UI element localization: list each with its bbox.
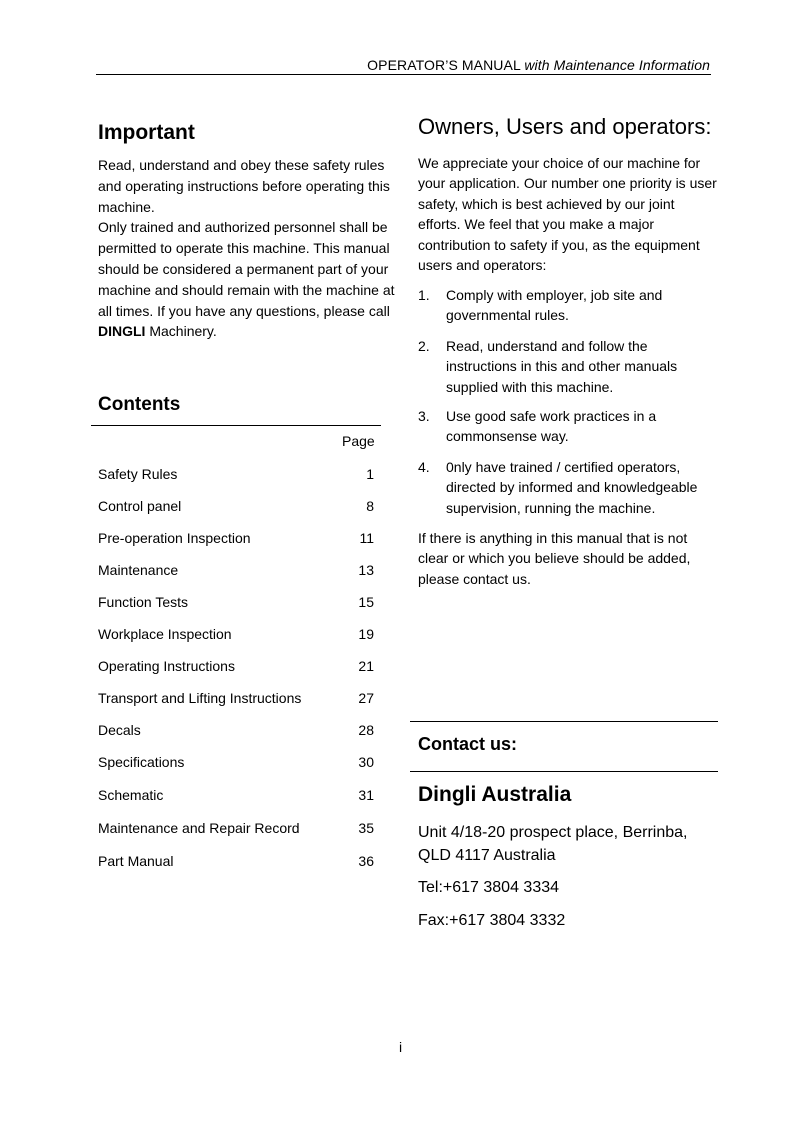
owners-intro: We appreciate your choice of our machine for your application. Our number one priority is user safety, which is best achieved by our joint efforts. We feel that you make a major contribution to safety if you, as the equipment users and operators: (418, 155, 717, 274)
manual-subtitle: with Maintenance Information (524, 57, 710, 73)
important-paragraph-1: Read, understand and obey these safety rules and operating instructions before operating this machine. (98, 157, 390, 215)
toc-title: Control panel (98, 498, 182, 514)
toc-page: 19 (358, 626, 374, 642)
toc-entry[interactable] (98, 722, 374, 742)
toc-title: Maintenance (98, 562, 179, 578)
toc-title: Workplace Inspection (98, 626, 232, 642)
toc-page: 13 (358, 562, 374, 578)
toc-entry[interactable] (98, 562, 374, 582)
toc-title: Schematic (98, 787, 164, 803)
page-column-label: Page (342, 433, 375, 449)
contact-heading: Contact us: (418, 734, 517, 754)
toc-title: Specifications (98, 754, 185, 770)
telephone: Tel:+617 3804 3334 (418, 879, 560, 896)
list-text: Comply with employer, job site and governmental rules. (446, 287, 663, 324)
list-text: 0nly have trained / certified operators, directed by informed and knowledgeable supervision, running the machine. (446, 459, 698, 516)
toc-page: 35 (358, 820, 374, 836)
fax-number: Fax:+617 3804 3332 (418, 912, 566, 929)
toc-title: Decals (98, 722, 141, 738)
header-divider (96, 74, 711, 75)
important-paragraph-2-end: Machinery. (145, 323, 217, 340)
list-text: Use good safe work practices in a commonsense way. (446, 408, 657, 445)
list-item (418, 285, 718, 327)
toc-page: 28 (358, 722, 374, 738)
toc-page: 8 (366, 498, 374, 514)
toc-page: 21 (358, 658, 374, 674)
manual-title: OPERATOR’S MANUAL (367, 57, 521, 73)
toc-entry[interactable] (98, 530, 374, 550)
contents-divider (91, 425, 381, 426)
list-number: 4. (418, 459, 430, 475)
toc-entry[interactable] (98, 853, 374, 873)
owners-heading: Owners, Users and operators: (418, 114, 712, 139)
toc-entry[interactable] (98, 820, 374, 840)
toc-entry[interactable] (98, 690, 374, 710)
page-number: i (398, 1039, 403, 1055)
toc-page: 36 (358, 853, 374, 869)
important-paragraph-2 (98, 217, 398, 342)
toc-page: 11 (359, 530, 374, 546)
toc-page: 1 (366, 466, 374, 482)
address-line-1: Unit 4/18-20 prospect place, Berrinba, (418, 824, 688, 841)
list-number: 1. (418, 287, 430, 303)
running-header (367, 57, 710, 73)
toc-page: 27 (358, 690, 374, 706)
toc-title: Function Tests (98, 594, 189, 610)
important-heading: Important (98, 121, 195, 144)
toc-title: Pre-operation Inspection (98, 530, 251, 546)
contact-divider-top (410, 721, 718, 722)
toc-page: 15 (358, 594, 374, 610)
list-item (418, 336, 718, 398)
toc-entry[interactable] (98, 658, 374, 678)
list-item (418, 406, 718, 448)
toc-entry[interactable] (98, 787, 374, 807)
toc-entry[interactable] (98, 466, 374, 486)
toc-entry[interactable] (98, 498, 374, 518)
toc-title: Operating Instructions (98, 658, 235, 674)
list-text: Read, understand and follow the instructions in this and other manuals supplied with this machine. (446, 338, 678, 395)
list-number: 3. (418, 408, 430, 424)
toc-page: 30 (358, 754, 374, 770)
owners-outro: If there is anything in this manual that is not clear or which you believe should be added, please contact us. (418, 530, 691, 587)
toc-entry[interactable] (98, 626, 374, 646)
brand-name: DINGLI (98, 323, 146, 340)
toc-page: 31 (358, 787, 374, 803)
toc-title: Maintenance and Repair Record (98, 820, 300, 836)
company-address (418, 821, 718, 867)
address-line-2: QLD 4117 Australia (418, 847, 556, 864)
contents-heading: Contents (98, 394, 181, 415)
toc-title: Safety Rules (98, 466, 178, 482)
important-body (98, 155, 398, 342)
company-name: Dingli Australia (418, 783, 572, 806)
toc-title: Part Manual (98, 853, 174, 869)
toc-entry[interactable] (98, 754, 374, 774)
toc-entry[interactable] (98, 594, 374, 614)
contact-divider-bottom (410, 771, 718, 772)
toc-title: Transport and Lifting Instructions (98, 690, 302, 706)
list-number: 2. (418, 338, 430, 354)
important-paragraph-2-text: Only trained and authorized personnel shall be permitted to operate this machine. This manual should be considered a permanent part of your machine and should remain with the machine at all times. If you have any questions, please call (98, 219, 395, 319)
list-item (418, 457, 718, 519)
